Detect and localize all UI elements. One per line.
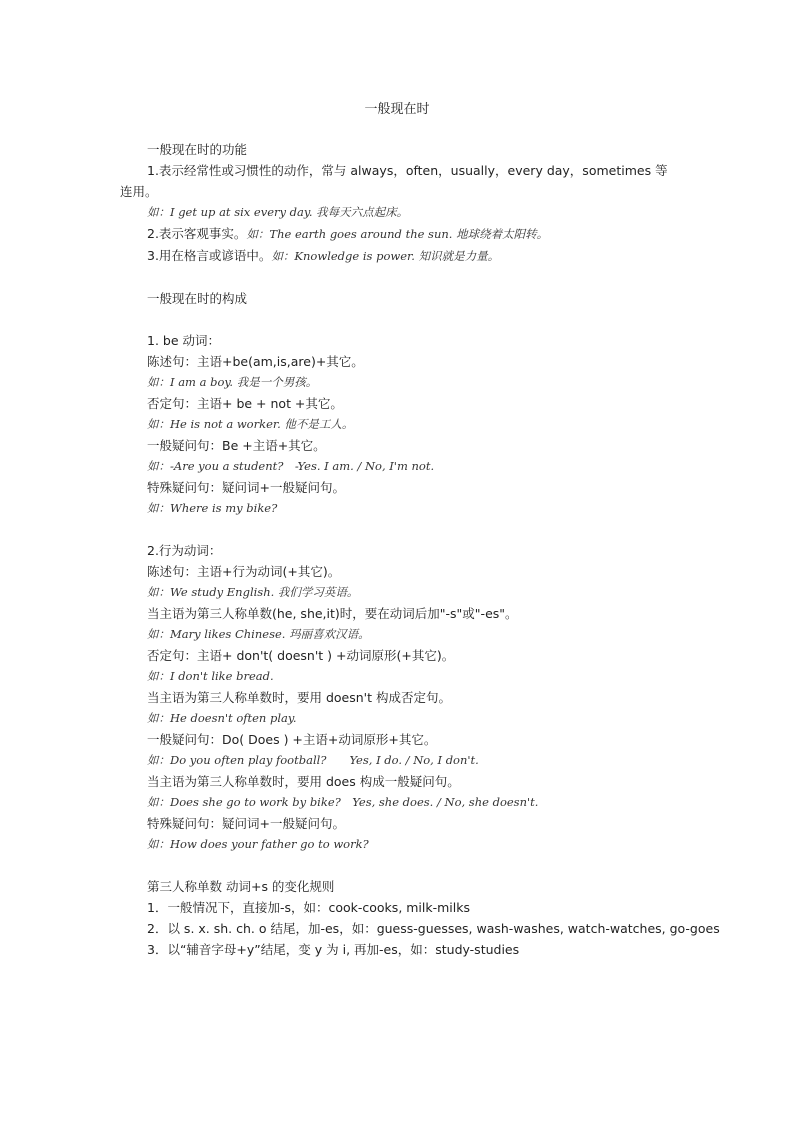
be-question: 一般疑问句：Be +主语+其它。 bbox=[147, 438, 326, 453]
rule-1: 1．一般情况下，直接加-s，如：cook-cooks, milk-milks bbox=[147, 900, 471, 915]
function-item-2-example: 如：The earth goes around the sun. 地球绕着太阳转。 bbox=[246, 227, 549, 241]
function-item-3-label: 3.用在格言或谚语中。 bbox=[147, 248, 272, 263]
be-negative: 否定句：主语+ be + not +其它。 bbox=[147, 396, 343, 411]
function-item-1: 1.表示经常性或习惯性的动作，常与 always，often，usually，every day，sometimes 等连用。 bbox=[120, 163, 668, 199]
verb-negative: 否定句：主语+ don't( doesn't ) +动词原形(+其它)。 bbox=[147, 648, 455, 663]
verb-affirmative-example: 如：We study English. 我们学习英语。 bbox=[147, 585, 359, 599]
verb-question: 一般疑问句：Do( Does ) +主语+动词原形+其它。 bbox=[147, 732, 437, 747]
function-item-3 bbox=[120, 245, 680, 267]
verb-question-third: 当主语为第三人称单数时，要用 does 构成一般疑问句。 bbox=[147, 774, 460, 789]
be-affirmative-example: 如：I am a boy. 我是一个男孩。 bbox=[147, 375, 318, 389]
be-wh-question: 特殊疑问句：疑问词+一般疑问句。 bbox=[147, 480, 345, 495]
verb-wh-question-example: 如：How does your father go to work? bbox=[147, 837, 369, 851]
spacer bbox=[120, 309, 680, 330]
verb-negative-example: 如：I don't like bread. bbox=[147, 669, 274, 683]
verb-wh-question: 特殊疑问句：疑问词+一般疑问句。 bbox=[147, 816, 345, 831]
section-heading-structure: 一般现在时的构成 bbox=[147, 291, 248, 306]
spacer bbox=[120, 519, 680, 540]
function-item-3-example: 如：Knowledge is power. 知识就是力量。 bbox=[271, 249, 500, 263]
spacer bbox=[120, 267, 680, 288]
document-body bbox=[120, 139, 720, 960]
be-wh-question-example: 如：Where is my bike? bbox=[147, 501, 278, 515]
verb-third-person: 当主语为第三人称单数(he, she,it)时，要在动词后加"-s"或"-es"。 bbox=[147, 606, 518, 621]
be-verb-heading: 1. be 动词： bbox=[147, 333, 220, 348]
be-question-example: 如：-Are you a student? -Yes. I am. / No, I'm not. bbox=[147, 459, 435, 473]
verb-negative-third-example: 如：He doesn't often play. bbox=[147, 711, 297, 725]
rule-2: 2．以 s. x. sh. ch. o 结尾，加-es，如：guess-guesses, wash-washes, watch-watches, go-goes bbox=[147, 921, 720, 936]
verb-negative-third: 当主语为第三人称单数时，要用 doesn't 构成否定句。 bbox=[147, 690, 451, 705]
section-heading-third-person-rules: 第三人称单数 动词+s 的变化规则 bbox=[147, 879, 335, 894]
verb-affirmative: 陈述句：主语+行为动词(+其它)。 bbox=[147, 564, 341, 579]
be-affirmative: 陈述句：主语+be(am,is,are)+其它。 bbox=[147, 354, 364, 369]
function-item-2-label: 2.表示客观事实。 bbox=[147, 226, 247, 241]
section-heading-function: 一般现在时的功能 bbox=[147, 142, 248, 157]
verb-third-person-example: 如：Mary likes Chinese. 玛丽喜欢汉语。 bbox=[147, 627, 370, 641]
function-item-1-example: 如：I get up at six every day. 我每天六点起床。 bbox=[147, 205, 409, 219]
verb-question-example: 如：Do you often play football? Yes, I do. / No, I don't. bbox=[147, 753, 479, 767]
be-negative-example: 如：He is not a worker. 他不是工人。 bbox=[147, 417, 354, 431]
spacer bbox=[120, 855, 680, 876]
action-verb-heading: 2.行为动词： bbox=[147, 543, 222, 558]
page-title: 一般现在时 bbox=[364, 102, 430, 117]
rule-3: 3．以“辅音字母+y”结尾，变 y 为 i, 再加-es，如：study-studies bbox=[147, 942, 520, 957]
function-item-2 bbox=[120, 223, 680, 245]
verb-question-third-example: 如：Does she go to work by bike? Yes, she does. / No, she doesn't. bbox=[147, 795, 539, 809]
